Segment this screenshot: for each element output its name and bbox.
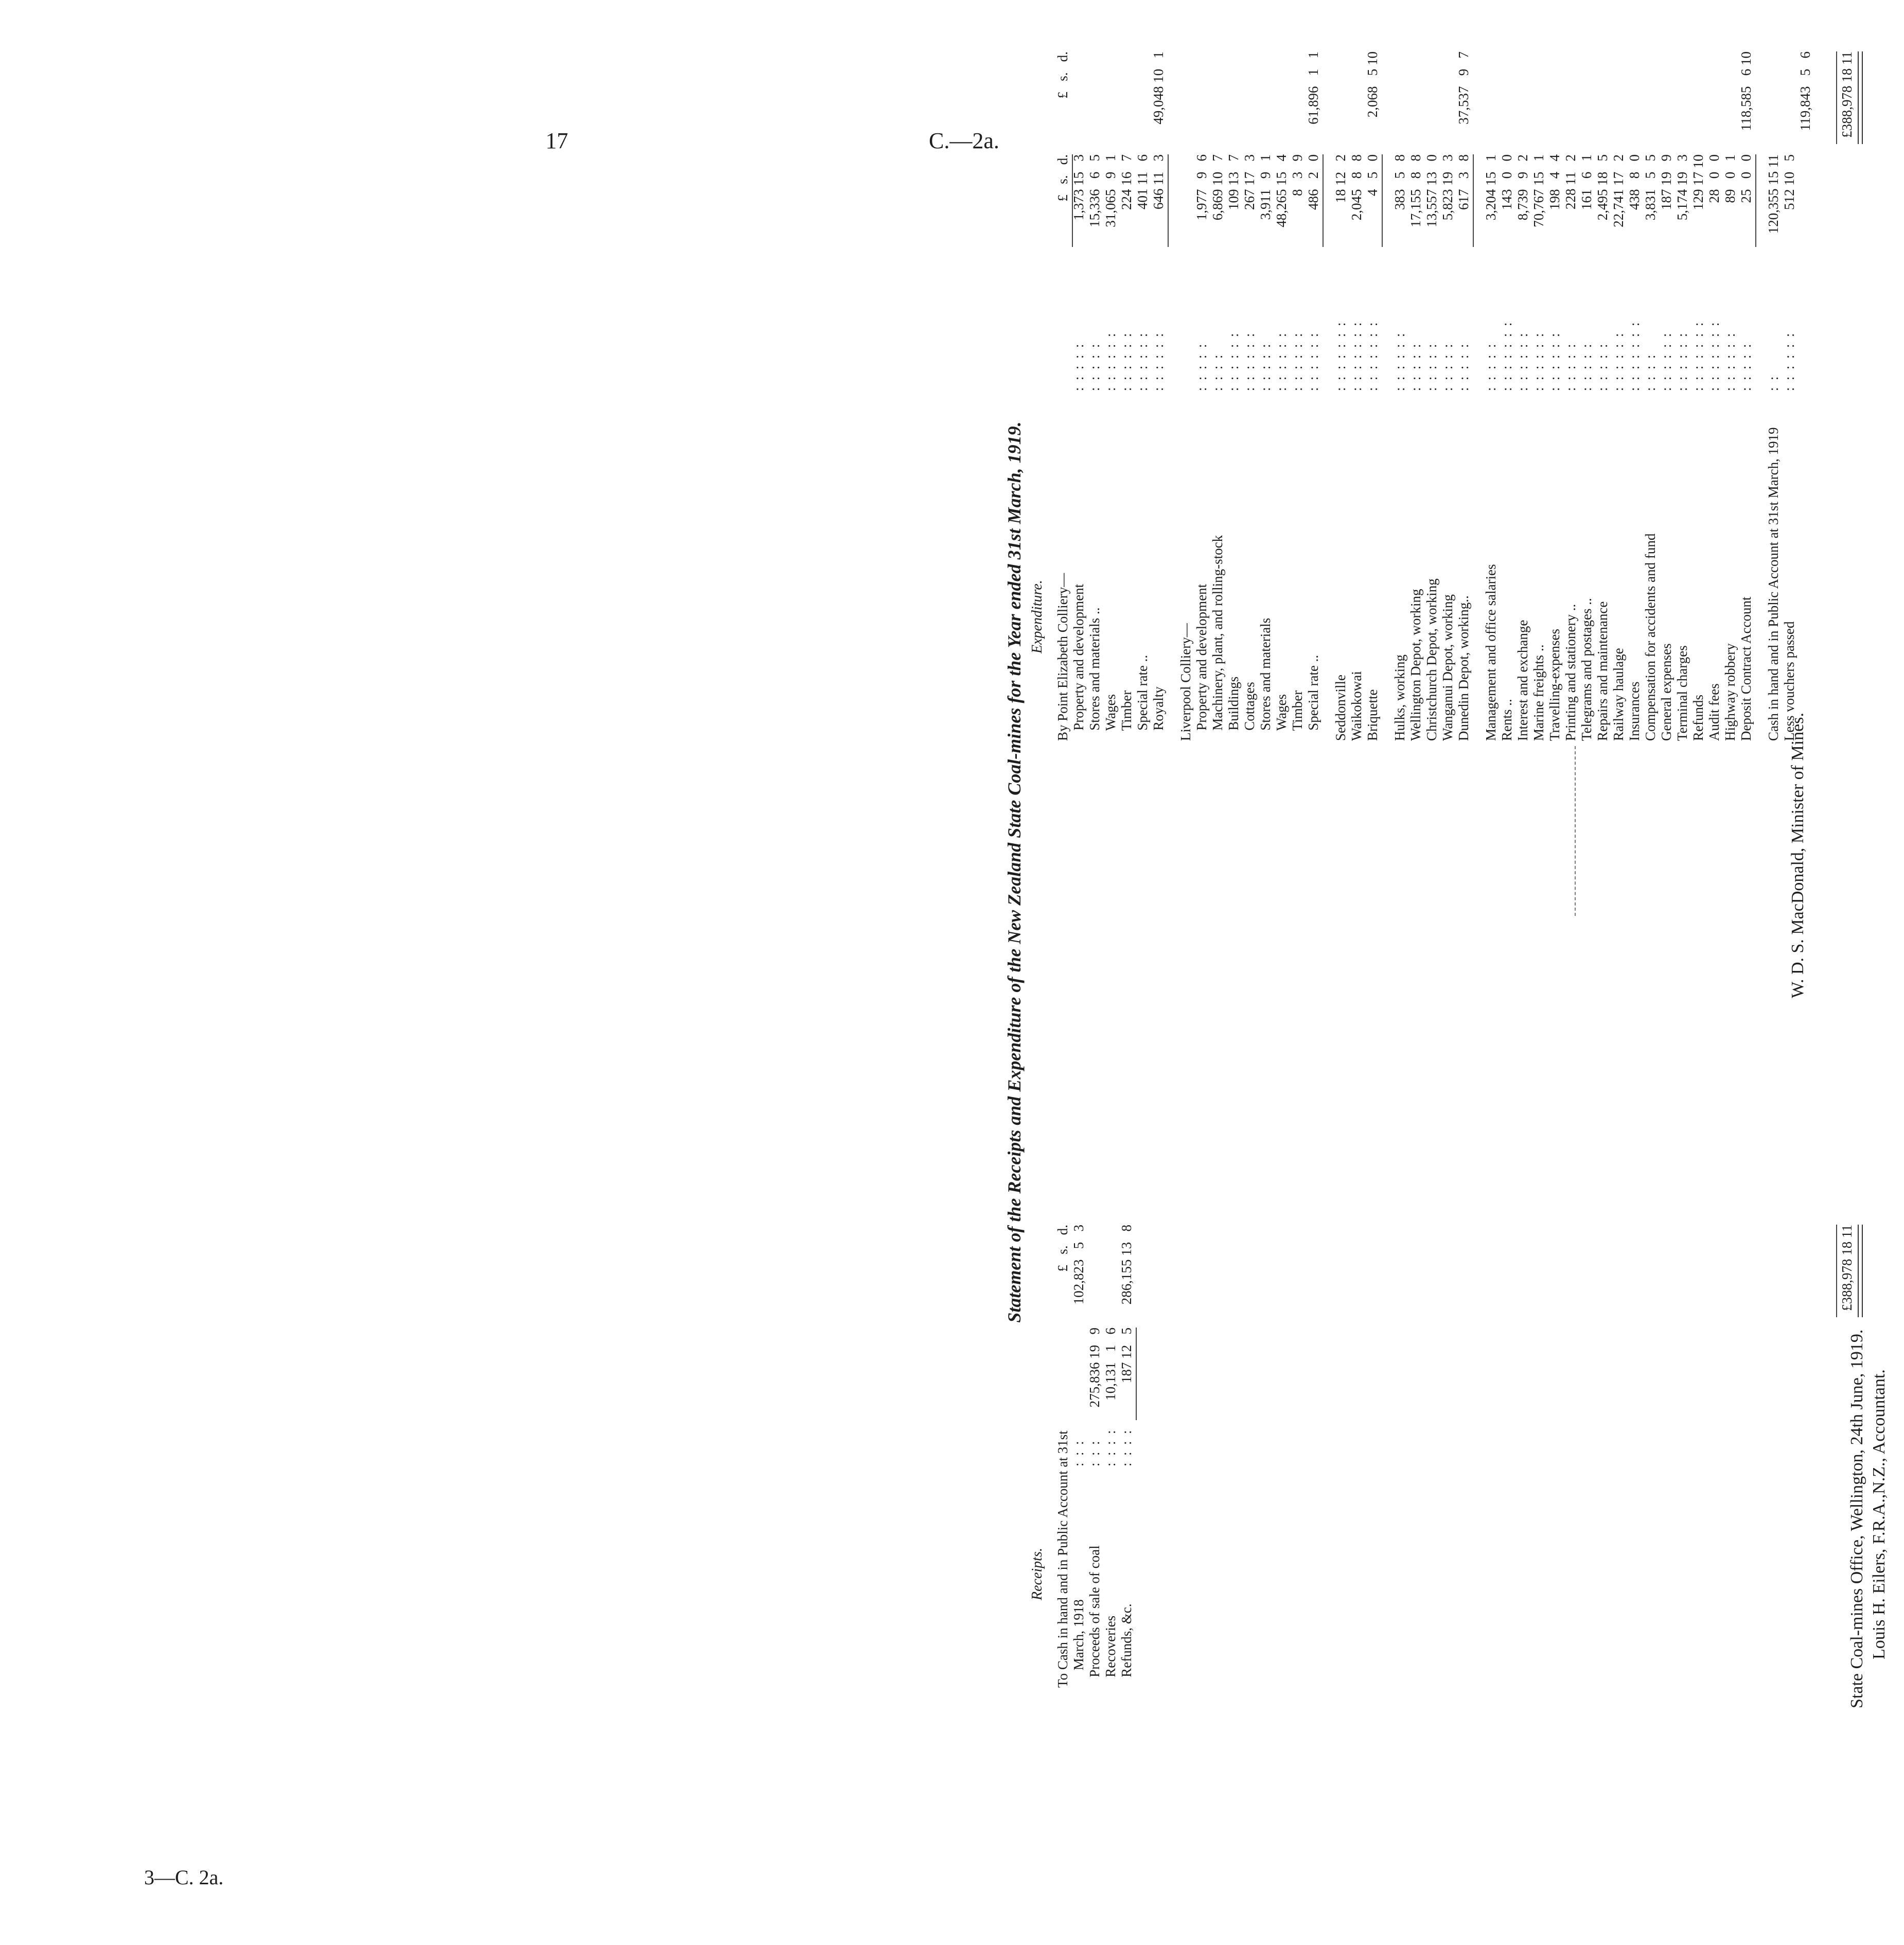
expenditure-sub-amount: 3,831 5 5 <box>1643 154 1658 221</box>
dot-leader: : : : : : <box>1456 344 1471 391</box>
expenditure-total-amount: 49,048 10 1 <box>1151 51 1166 125</box>
dot-leader: : : : : : : <box>1611 333 1626 391</box>
dot-leader: : : : : : : <box>1306 333 1321 391</box>
expenditure-sub-amount: 109 13 7 <box>1226 154 1241 210</box>
dot-leader: : : : : : <box>1087 344 1102 391</box>
dot-leader: : : : : : : <box>1103 333 1118 391</box>
dot-leader: : : : : : <box>1408 344 1423 391</box>
expenditure-item-label: Rents .. <box>1499 699 1514 741</box>
footer-reference: 3—C. 2a. <box>144 1866 224 1889</box>
page-number: 17 <box>545 128 568 153</box>
expenditure-sub-amount: 129 17 10 <box>1690 154 1706 210</box>
receipts-total-amount: 286,155 13 8 <box>1119 1225 1134 1305</box>
expenditure-sub-amount: 646 11 3 <box>1151 154 1166 209</box>
expenditure-sub-amount: 143 0 0 <box>1499 154 1514 210</box>
receipts-sub-amount: 187 12 5 <box>1119 1328 1134 1383</box>
expenditure-item-label: Liverpool Colliery— <box>1178 623 1193 741</box>
dot-leader: : : <box>1766 376 1781 391</box>
receipts-sub-amount: 10,131 1 6 <box>1103 1328 1118 1401</box>
dot-leader: : : : : : <box>1071 344 1086 391</box>
expenditure-item-label: Marine freights .. <box>1531 644 1546 741</box>
expenditure-item-label: By Point Elizabeth Colliery— <box>1055 573 1070 741</box>
expenditure-sub-amount: 13,557 13 0 <box>1424 154 1439 227</box>
dot-leader: : : : : : <box>1595 344 1610 391</box>
subtotal-rule <box>1473 154 1474 247</box>
dot-leader: : : : <box>1071 1441 1086 1466</box>
office-line: State Coal-mines Office, Wellington, 24th June, 1919. <box>1847 1329 1866 1708</box>
dot-leader: : : : : : <box>1194 344 1209 391</box>
expenditure-sub-amount: 617 3 8 <box>1456 154 1471 210</box>
expenditure-sub-amount: 17,155 8 8 <box>1408 154 1423 227</box>
expenditure-item-label: Wanganui Depot, working <box>1440 594 1455 741</box>
expenditure-sub-amount: 486 2 0 <box>1306 154 1321 210</box>
expenditure-item-label: Highway robbery <box>1722 643 1738 741</box>
dot-leader: : : : : : : <box>1515 333 1530 391</box>
total-double-rule <box>1858 51 1863 144</box>
expenditure-sub-amount: 4 5 0 <box>1365 154 1380 196</box>
receipts-item-label: To Cash in hand and in Public Account at 31st <box>1055 1430 1070 1688</box>
receipts-total-amount: £ s. d. <box>1055 1225 1070 1272</box>
expenditure-sub-amount: 18 12 2 <box>1333 154 1348 203</box>
dot-leader: : : : : : <box>1440 344 1455 391</box>
receipts-sub-amount: 275,836 19 9 <box>1087 1328 1102 1408</box>
expenditure-sub-amount: 28 0 0 <box>1706 154 1722 203</box>
expenditure-item-label: Briquette <box>1365 689 1380 741</box>
expenditure-sub-amount: 8 3 9 <box>1290 154 1305 196</box>
expenditure-total-amount: 119,843 5 6 <box>1797 51 1813 131</box>
dot-leader: : : : : : : : <box>1627 322 1642 391</box>
expenditure-sub-amount: 22,741 17 2 <box>1611 154 1626 227</box>
dot-leader: : : : : : : : <box>1499 322 1514 391</box>
dot-leader: : : : : : : <box>1290 333 1305 391</box>
accountant-signature: Louis H. Eilers, F.R.A.,N.Z., Accountant. <box>1870 1369 1889 1659</box>
dot-leader: : : : : : : <box>1722 333 1738 391</box>
expenditure-sub-amount: 161 6 1 <box>1579 154 1594 210</box>
expenditure-item-label: Railway haulage <box>1611 648 1626 741</box>
expenditure-sub-amount: 267 17 3 <box>1242 154 1257 210</box>
dot-leader: : : : : <box>1119 1430 1134 1466</box>
expenditure-item-label: Special rate .. <box>1135 655 1150 741</box>
expenditure-sub-amount: 8,739 9 2 <box>1515 154 1530 221</box>
expenditure-item-label: General expenses <box>1659 643 1674 741</box>
dot-leader: : : : : : : : <box>1333 322 1348 391</box>
receipts-item-label: Refunds, &c. <box>1119 1603 1134 1688</box>
statement-sheet <box>978 36 1904 1708</box>
expenditure-sub-amount: 198 4 4 <box>1547 154 1562 210</box>
expenditure-item-label: Cottages <box>1242 682 1257 741</box>
expenditure-sub-amount: 5,174 19 3 <box>1674 154 1690 221</box>
dot-leader: : : : : : <box>1738 344 1754 391</box>
expenditure-sub-amount: 401 11 6 <box>1135 154 1150 209</box>
receipts-item-label: March, 1918 <box>1071 1599 1086 1688</box>
expenditure-grand-total: £388,978 18 11 <box>1839 51 1855 138</box>
receipts-item-label: Proceeds of sale of coal <box>1087 1545 1102 1688</box>
subtotal-rule <box>1168 154 1169 247</box>
expenditure-sub-amount: 5,823 19 3 <box>1440 154 1455 221</box>
total-rule-top <box>1836 51 1837 144</box>
expenditure-sub-amount: 25 0 0 <box>1738 154 1754 203</box>
total-double-rule <box>1858 1225 1863 1317</box>
expenditure-item-label: Travelling-expenses <box>1547 629 1562 741</box>
dot-leader: : : : : : : : <box>1365 322 1380 391</box>
dot-leader: : : : : : : <box>1547 333 1562 391</box>
expenditure-sub-amount: 2,495 18 5 <box>1595 154 1610 221</box>
expenditure-total-amount: 37,537 9 7 <box>1456 51 1471 125</box>
expenditure-sub-amount: 3,911 9 1 <box>1258 154 1273 220</box>
dot-leader: : : : : : : <box>1226 333 1241 391</box>
dot-leader: : : : : : : : <box>1690 322 1706 391</box>
expenditure-heading: Expenditure. <box>1029 580 1045 653</box>
expenditure-item-label: Interest and exchange <box>1515 620 1530 741</box>
expenditure-item-label: Compensation for accidents and fund <box>1643 533 1658 741</box>
expenditure-item-label: Seddonville <box>1333 675 1348 741</box>
receipts-grand-total: £388,978 18 11 <box>1839 1225 1855 1311</box>
dot-leader: : : : : <box>1103 1430 1118 1466</box>
expenditure-sub-amount: 6,869 10 7 <box>1210 154 1225 221</box>
receipts-heading: Receipts. <box>1029 1548 1045 1600</box>
expenditure-item-label: Machinery, plant, and rolling-stock <box>1210 535 1225 741</box>
subtotal-rule <box>1323 154 1324 247</box>
expenditure-item-label: Dunedin Depot, working.. <box>1456 595 1471 741</box>
expenditure-item-label: Telegrams and postages .. <box>1579 598 1594 741</box>
subtotal-rule <box>1382 154 1383 247</box>
expenditure-item-label: Hulks, working <box>1392 655 1407 741</box>
expenditure-total-amount: £ s. d. <box>1055 51 1070 99</box>
expenditure-sub-amount: 1,373 15 3 <box>1071 154 1086 221</box>
dot-leader: : : : : : : : <box>1349 322 1364 391</box>
dot-leader: : : : <box>1087 1441 1102 1466</box>
total-rule-top <box>1836 1225 1837 1317</box>
dot-leader: : : : : : : <box>1119 333 1134 391</box>
expenditure-item-label: Property and development <box>1071 584 1086 741</box>
expenditure-sub-amount: 120,355 15 11 <box>1766 154 1781 234</box>
document-reference: C.—2a. <box>929 128 999 153</box>
dot-leader: : : : : : <box>1424 344 1439 391</box>
receipts-total-amount: 102,823 5 3 <box>1071 1225 1086 1305</box>
dot-leader: : : : : : : <box>1782 333 1797 391</box>
expenditure-sub-amount: 48,265 15 4 <box>1274 154 1289 227</box>
dot-leader: : : : : : <box>1483 344 1498 391</box>
expenditure-item-label: Timber <box>1290 690 1305 741</box>
expenditure-sub-amount: 224 16 7 <box>1119 154 1134 210</box>
expenditure-sub-amount: 228 11 2 <box>1563 154 1578 209</box>
dot-leader: : : : : : : <box>1674 333 1690 391</box>
expenditure-sub-amount: 31,065 9 1 <box>1103 154 1118 227</box>
expenditure-item-label: Timber <box>1119 690 1134 741</box>
expenditure-sub-amount: 15,336 6 5 <box>1087 154 1102 227</box>
expenditure-item-label: Wages <box>1274 694 1289 741</box>
expenditure-item-label: Stores and materials <box>1258 617 1273 741</box>
dot-leader: : : : : : <box>1579 344 1594 391</box>
dot-leader: : : : : : : <box>1531 333 1546 391</box>
expenditure-item-label: Terminal charges <box>1674 645 1690 741</box>
expenditure-sub-amount: 438 8 0 <box>1627 154 1642 210</box>
expenditure-sub-amount: 89 0 1 <box>1722 154 1738 203</box>
minister-signature: W. D. S. MacDonald, Minister of Mines. <box>1788 713 1807 998</box>
expenditure-sub-amount: 187 19 9 <box>1659 154 1674 210</box>
subtotal-rule <box>1136 1328 1137 1420</box>
dot-leader: : : : : : : <box>1392 333 1407 391</box>
expenditure-item-label: Insurances <box>1627 681 1642 741</box>
expenditure-total-amount: 118,585 6 10 <box>1738 51 1754 131</box>
divider-dash <box>1575 746 1576 916</box>
dot-leader: : : : : : : <box>1659 333 1674 391</box>
expenditure-sub-amount: £ s. d. <box>1055 154 1070 202</box>
expenditure-item-label: Wages <box>1103 694 1118 741</box>
expenditure-sub-amount: 70,767 15 1 <box>1531 154 1546 227</box>
dot-leader: : : : : <box>1210 355 1225 391</box>
expenditure-item-label: Audit fees <box>1706 683 1722 741</box>
receipts-item-label: Recoveries <box>1103 1615 1118 1688</box>
expenditure-item-label: Wellington Depot, working <box>1408 589 1423 741</box>
expenditure-item-label: Refunds <box>1690 695 1706 741</box>
expenditure-sub-amount: 2,045 8 8 <box>1349 154 1364 221</box>
statement-title: Statement of the Receipts and Expenditure of the New Zealand State Coal-mines for the Year ended 31st March, 1919. <box>1004 421 1025 1323</box>
expenditure-item-label: Christchurch Depot, working <box>1424 578 1439 741</box>
dot-leader: : : : : : : <box>1274 333 1289 391</box>
dot-leader: : : : : : <box>1258 344 1273 391</box>
expenditure-sub-amount: 512 10 5 <box>1782 154 1797 210</box>
dot-leader: : : : : : <box>1563 344 1578 391</box>
subtotal-rule <box>1755 154 1756 247</box>
dot-leader: : : : : <box>1643 355 1658 391</box>
expenditure-item-label: Less vouchers passed <box>1782 621 1797 741</box>
dot-leader: : : : : : : : <box>1706 322 1722 391</box>
expenditure-sub-amount: 383 5 8 <box>1392 154 1407 210</box>
expenditure-sub-amount: 3,204 15 1 <box>1483 154 1498 221</box>
expenditure-sub-amount: 1,977 9 6 <box>1194 154 1209 221</box>
expenditure-item-label: Special rate .. <box>1306 655 1321 741</box>
dot-leader: : : : : : : <box>1135 333 1150 391</box>
expenditure-item-label: Repairs and maintenance <box>1595 601 1610 741</box>
expenditure-item-label: Printing and stationery .. <box>1563 604 1578 741</box>
expenditure-total-amount: 2,068 5 10 <box>1365 51 1380 118</box>
dot-leader: : : : : : : <box>1242 333 1257 391</box>
expenditure-item-label: Management and office salaries <box>1483 564 1498 741</box>
expenditure-total-amount: 61,896 1 1 <box>1306 51 1321 125</box>
dot-leader: : : : : : : <box>1151 333 1166 391</box>
expenditure-item-label: Buildings <box>1226 676 1241 741</box>
expenditure-item-label: Waikokowai <box>1349 671 1364 741</box>
expenditure-item-label: Royalty <box>1151 686 1166 741</box>
expenditure-item-label: Cash in hand and in Public Account at 31st March, 1919 <box>1766 427 1781 741</box>
expenditure-item-label: Stores and materials .. <box>1087 607 1102 741</box>
expenditure-item-label: Property and development <box>1194 584 1209 741</box>
expenditure-item-label: Deposit Contract Account <box>1738 596 1754 741</box>
